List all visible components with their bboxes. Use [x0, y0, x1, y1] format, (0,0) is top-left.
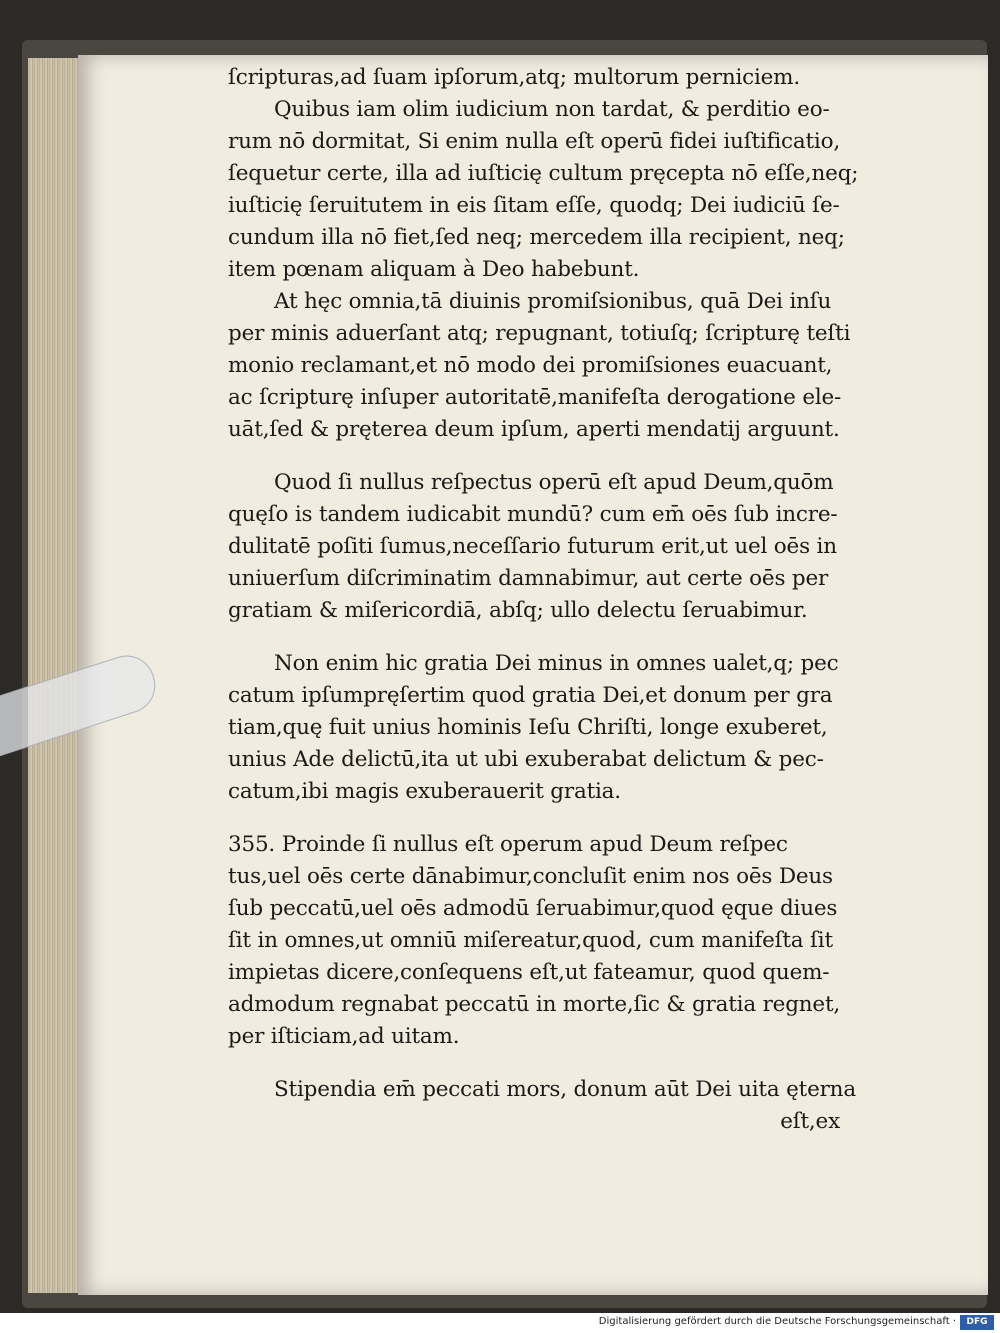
text-line: At hęc omnia,tā diuinis promiſsionibus, quā Dei inſu: [274, 289, 832, 314]
footer-bar: [0, 1313, 1000, 1333]
text-line: ſit in omnes,ut omniū miſereatur,quod, cum manifeſta ſit: [228, 928, 833, 953]
text-line: rum nō dormitat, Si enim nulla eſt operū fidei iuſtificatio,: [228, 129, 840, 154]
text-line: uāt,ſed & pręterea deum ipſum, aperti mendatij arguunt.: [228, 417, 840, 442]
text-line: quęſo is tandem iudicabit mundū? cum em̄ oēs ſub incre-: [228, 502, 838, 527]
text-line: ac ſcripturę inſuper autoritatē,manifeſta derogatione ele-: [228, 385, 842, 410]
marginal-mark: [112, 752, 207, 766]
text-line: ſcripturas,ad ſuam ipſorum,atq; multorum perniciem.: [228, 65, 801, 90]
text-line: ſequetur certe, illa ad iuſticię cultum pręcepta nō eſſe,neq;: [228, 161, 859, 186]
text-line: per minis aduerſant atq; repugnant, totiuſq; ſcripturę teſti: [228, 321, 851, 346]
text-line: unius Ade delictū,ita ut ubi exuberabat delictum & pec-: [228, 747, 824, 772]
paragraph-gap: [228, 808, 928, 829]
text-line: uniuerſum diſcriminatim damnabimur, aut certe oēs per: [228, 566, 829, 591]
text-line: gratiam & miſericordiā, abſq; ullo delectu ſeruabimur.: [228, 598, 808, 623]
text-line: 355. Proinde ſi nullus eſt operum apud Deum reſpec: [228, 832, 788, 857]
paragraph-gap: [228, 446, 928, 467]
text-line: dulitatē poſiti ſumus,neceſſario futurum erit,ut uel oēs in: [228, 534, 837, 559]
text-line: impietas dicere,conſequens eſt,ut fateamur, quod quem-: [228, 960, 830, 985]
paragraph-gap: [228, 1053, 928, 1074]
text-line: catum,ibi magis exuberauerit gratia.: [228, 779, 621, 804]
text-line: iuſticię ſeruitutem in eis ſitam eſſe, quodq; Dei iudiciū ſe-: [228, 193, 840, 218]
text-line: Non enim hic gratia Dei minus in omnes ualet,q; pec: [274, 651, 839, 676]
text-line: eſt,ex: [780, 1109, 840, 1134]
dfg-logo: DFG: [960, 1315, 994, 1330]
text-line: catum ipſumpręſertim quod gratia Dei,et donum per gra: [228, 683, 833, 708]
text-line: ſub peccatū,uel oēs admodū ſeruabimur,quod ęque diues: [228, 896, 838, 921]
text-line: item pœnam aliquam à Deo habebunt.: [228, 257, 640, 282]
text-block: [228, 62, 928, 1138]
text-line: admodum regnabat peccatū in morte,ſic & gratia regnet,: [228, 992, 841, 1017]
text-line: Quod ſi nullus reſpectus operū eſt apud Deum,quōm: [274, 470, 834, 495]
footer-credit: Digitalisierung gefördert durch die Deutsche Forschungsgemeinschaft ·: [598, 1316, 956, 1327]
paragraph-gap: [228, 627, 928, 648]
text-line: cundum illa nō fiet,ſed neq; mercedem illa recipient, neq;: [228, 225, 845, 250]
text-line: tiam,quę fuit unius hominis Ieſu Chriſti, longe exuberet,: [228, 715, 828, 740]
text-line: monio reclamant,et nō modo dei promiſsiones euacuant,: [228, 353, 833, 378]
text-line: tus,uel oēs certe dānabimur,concluſit enim nos oēs Deus: [228, 864, 833, 889]
text-line: Quibus iam olim iudicium non tardat, & perditio eo-: [274, 97, 830, 122]
text-line: per iſticiam,ad uitam.: [228, 1024, 460, 1049]
text-line: Stipendia em̄ peccati mors, donum aūt Dei uita ęterna: [274, 1077, 856, 1102]
